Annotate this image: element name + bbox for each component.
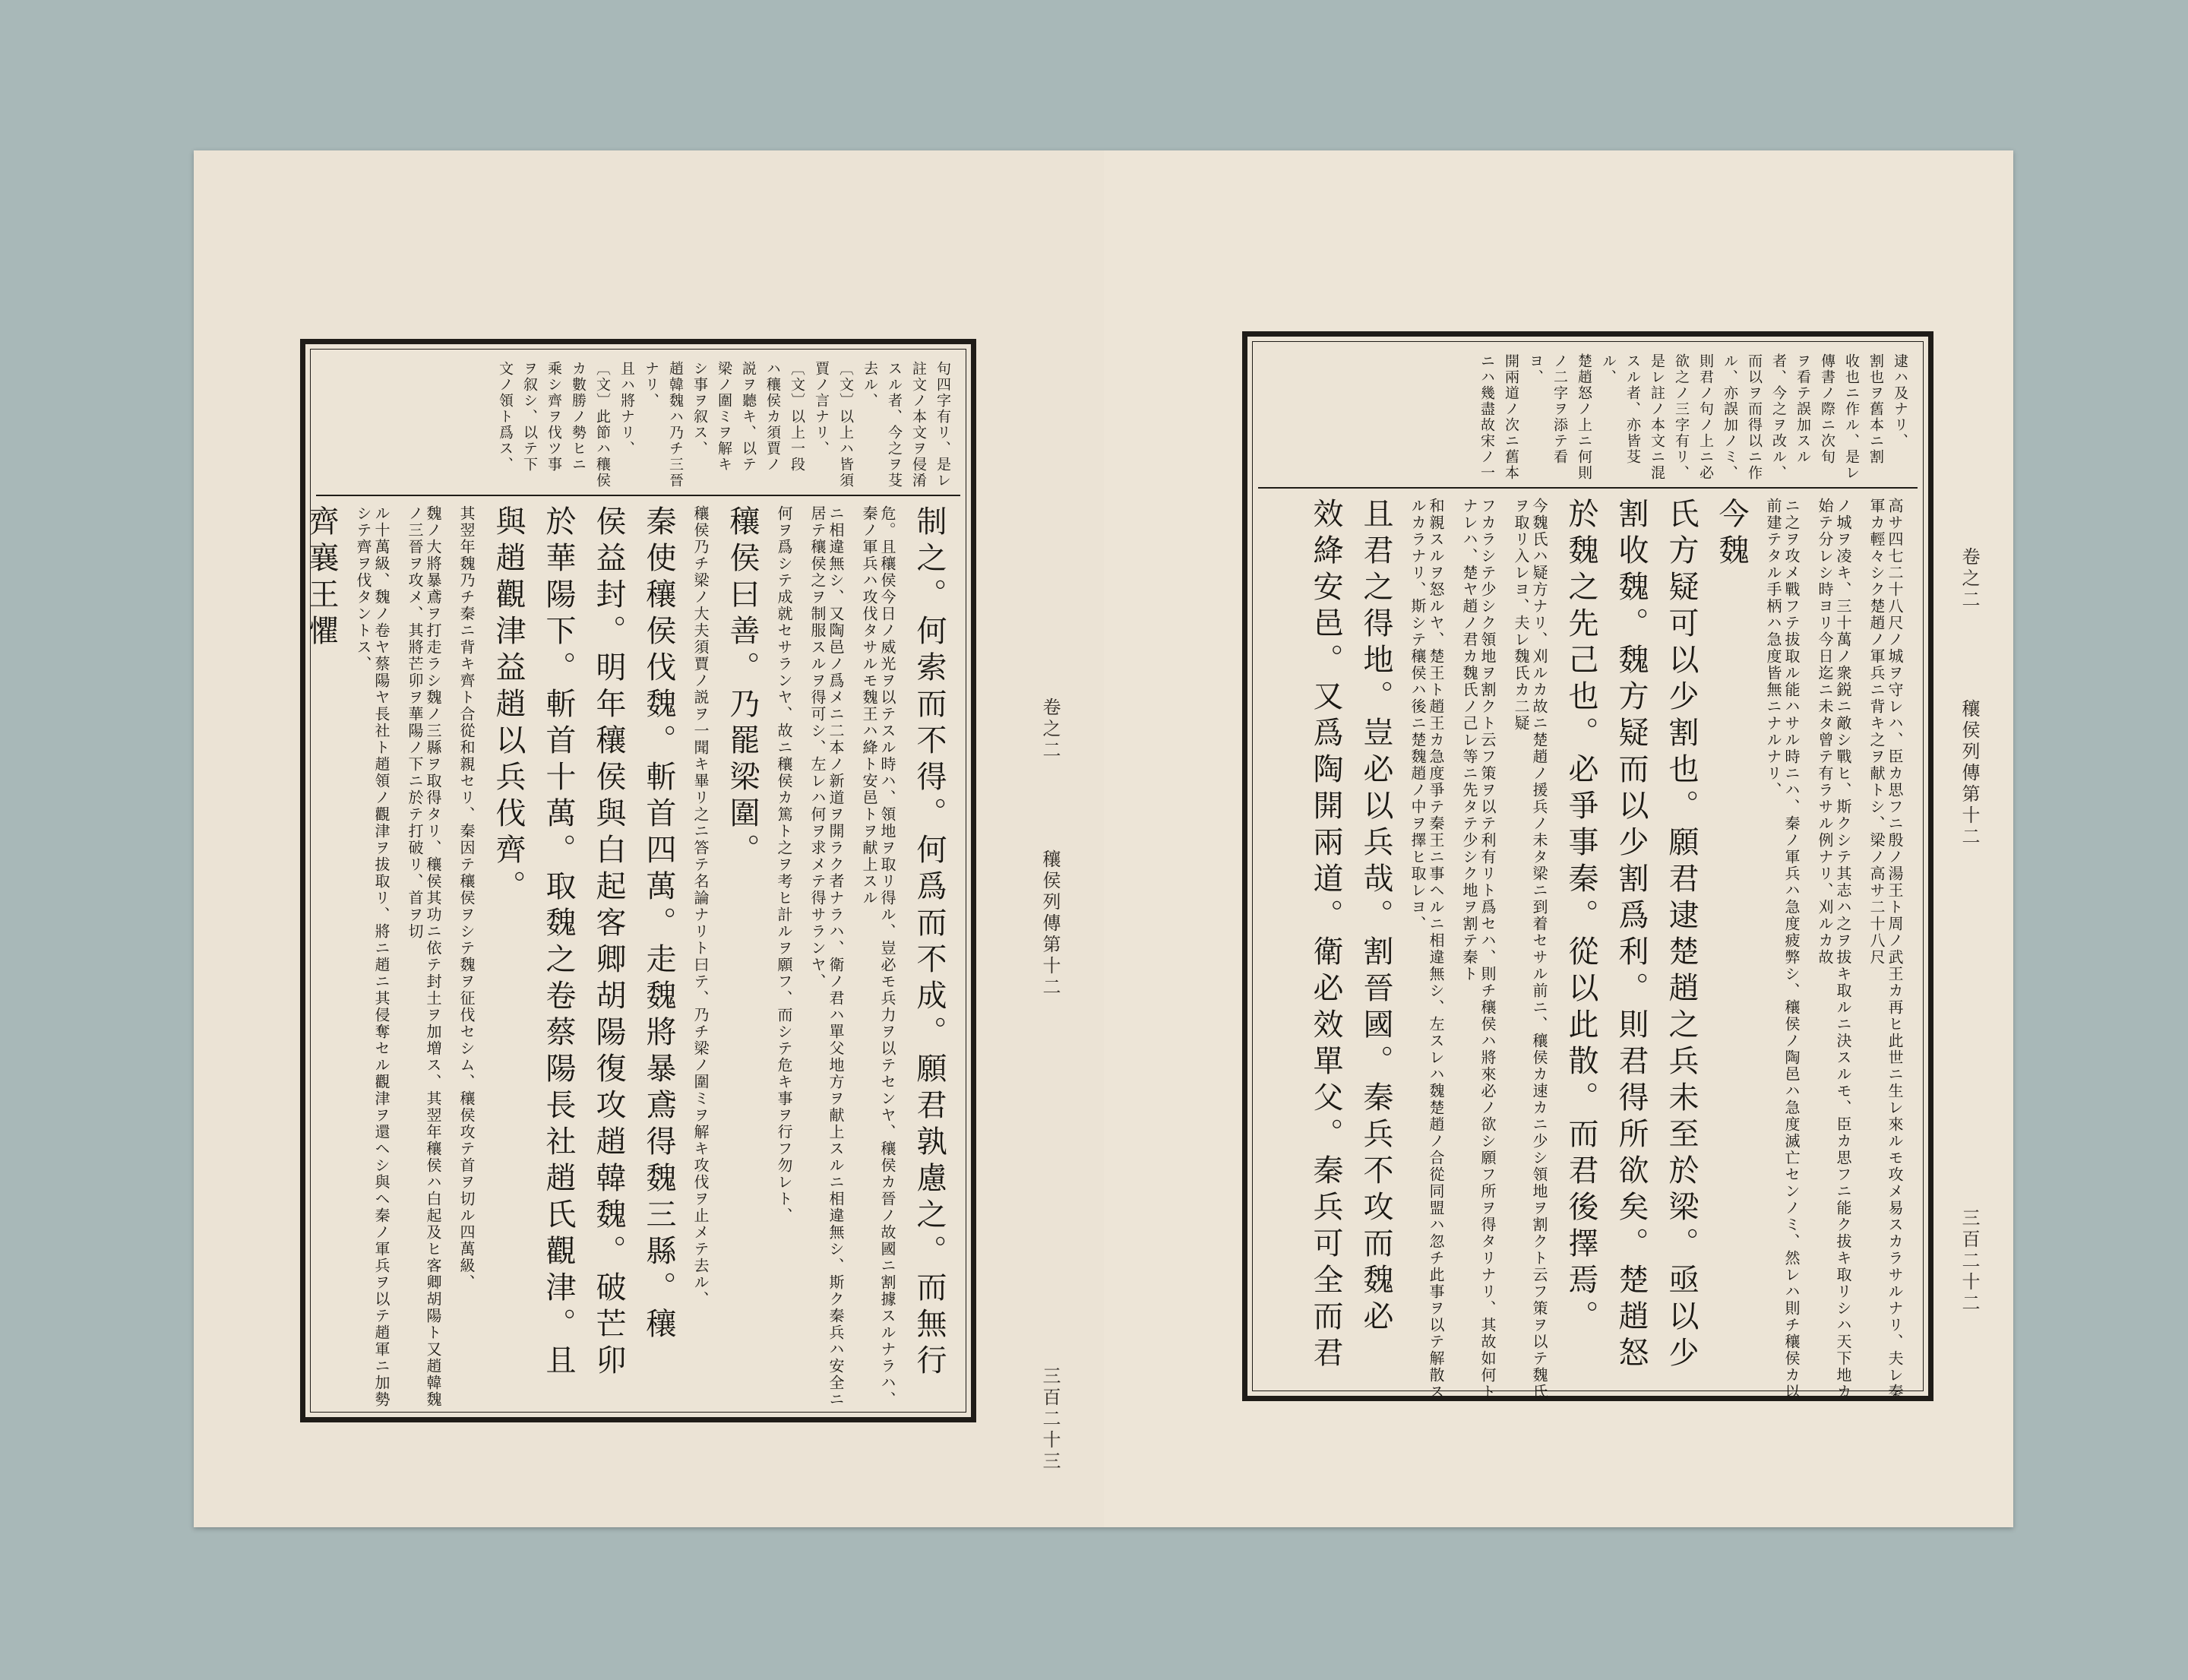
annotation-column: 説ヲ聽キ、以テ [740,361,757,473]
main-text-column: 齊襄王懼 [304,505,339,651]
commentary-column: 今魏氏ハ疑方ナリ、刈ルカ故ニ楚趙ノ援兵ノ未タ梁ニ到着セサル前ニ、穰侯カ速カニ少シ領地ヲ割クト云フ策ヲ以テ魏氏ヲ取リ入レヨ、夫レ魏氏カ二疑 [1512,498,1548,1400]
main-text-column: 於華陽下。斬首十萬。取魏之卷蔡陽長社趙氏觀津。且 [541,505,576,1381]
main-text-column: 與趙觀津益趙以兵伐齊。 [491,505,526,906]
commentary-column: 魏ノ大將暴鳶ヲ打走ラシ魏ノ三縣ヲ取得タリ、穰侯其功ニ依テ封土ヲ加増ス、其翌年穰侯ハ白起及ヒ客卿胡陽ト又趙韓魏ノ三晉ヲ攻メ、其將芒卯ヲ華陽ノ下ニ於テ打破リ、首ヲ切 [406,505,442,1408]
annotation-column: 而以ヲ而得以ニ作 [1746,353,1763,481]
annotation-column: 〔文〕以上ハ皆須 [837,361,854,489]
annotation-column: 賈ノ言ナリ、 [813,361,830,457]
left-margin-page-number: 三百二十三 [1039,1366,1061,1473]
main-text-column: 於魏之先己也。必爭事秦。從以此散。而君後擇焉。 [1564,498,1598,1337]
annotation-column: 收也ニ作ル、是レ [1843,353,1860,481]
right-text-frame [1242,331,1933,1401]
commentary-column: ル十萬級、魏ノ卷ヤ蔡陽ヤ長社ト趙領ノ觀津ヲ拔取リ、將ニ趙ニ其侵奪セル觀津ヲ還ヘシ與ヘ秦ノ軍兵ヲ以テ趙軍ニ加勢シテ齊ヲ伐タントス、 [354,505,390,1408]
main-text-column: 今魏 [1714,498,1749,571]
left-margin-chapter: 穰侯列傳第十二 [1039,849,1061,998]
main-text-column: 秦使穰侯伐魏。斬首四萬。走魏將暴鳶得魏三縣。穰 [641,505,676,1344]
commentary-column: 危。且穰侯今日ノ威光ヲ以テスル時ハ、領地ヲ取リ得ル、豈必モ兵力ヲ以テセンヤ、穰侯カ晉ノ故國ニ割據スルナラハ、秦ノ軍兵ハ攻伐タサルモ魏王ハ絳ト安邑トヲ献上スル [860,505,896,1408]
annotation-column: 乘シ齊ヲ伐ツ事 [545,361,562,473]
annotation-column: 者、今之ヲ改ル、 [1770,353,1787,481]
left-body-area [304,496,960,1408]
commentary-column: ノ城ヲ凌キ、三十萬ノ衆鋭ニ敵シ戰ヒ、斯クシテ其志ハ之ヲ拔キ取ルニ決スルモ、臣カ思フニ能ク拔キ取リシハ天下地カ始テ分レシ時ヨリ今日迄ニ未タ曾テ有ラサル例ナリ、刈ルカ故 [1816,498,1852,1400]
left-text-frame [300,339,976,1422]
main-text-column: 穰侯曰善。乃罷梁圍。 [725,505,760,870]
commentary-column: フカラシテ少シク領地ヲ割クト云フ策ヲ以テ利有リト爲セハ、則チ穰侯ハ將來必ノ欲シ願フ所ヲ得タリナリ、其故如何トナレハ、楚ヤ趙ノ君カ魏氏ノ己レ等ニ先タテ少シク地ヲ割テ秦ト [1460,498,1497,1400]
annotation-column: 逮ハ及ナリ、 [1892,353,1908,449]
left-annotation-area [316,355,960,496]
annotation-column: 楚趙怒ノ上ニ何則 [1576,353,1592,481]
annotation-column: 〔文〕此節ハ穰侯 [594,361,611,489]
commentary-column: 穰侯乃チ梁ノ大夫須賈ノ説ヲ一聞キ畢リ之ニ答テ名論ナリト曰テ、乃チ梁ノ圍ミヲ解キ攻伐ヲ止メテ去ル、 [691,505,710,1308]
annotation-column: ヲ看テ誤加スル [1794,353,1811,465]
annotation-column: 註文ノ本文ヲ侵淆 [910,361,927,489]
annotation-column: 〔文〕以上一段 [789,361,805,473]
annotation-column: 趙韓魏ハ乃チ三晉 [667,361,684,489]
left-margin-volume: 卷之二 [1039,698,1061,761]
main-text-column: 氏方疑可以少割也。願君逮楚趙之兵未至於梁。亟以少 [1664,498,1699,1373]
right-margin-chapter: 穰侯列傳第十二 [1959,699,1980,848]
annotation-column: 開兩道ノ次ニ舊本 [1503,353,1519,481]
commentary-column: 何ヲ爲シテ成就セサランヤ、故ニ穰侯カ篤ト之ヲ考ヒ計ルヲ願フ、而シテ危キ事ヲ行フ勿レト、 [775,505,793,1224]
annotation-column: 割也ヲ舊本ニ割 [1867,353,1884,465]
annotation-column: ル、 [1600,353,1617,385]
main-text-column: 割收魏。魏方疑而以少割爲利。則君得所欲矣。楚趙怒 [1614,498,1649,1373]
annotation-column: 欲之ノ三字有リ、 [1673,353,1690,481]
right-margin-volume: 卷之二 [1959,547,1980,611]
right-annotation-area [1258,347,1918,489]
main-text-column: 且君之得地。豈必以兵哉。割晉國。秦兵不攻而魏必 [1358,498,1393,1337]
main-text-column: 制之。何索而不得。何爲而不成。願君孰慮之。而無行 [912,505,947,1381]
commentary-column: ニ之ヲ攻メ戰フテ拔取ル能ハサル時ニハ、秦ノ軍兵ハ急度疲弊シ、穰侯ノ陶邑ハ急度滅亡センノミ、然レハ則チ穰侯カ以前建テタル手柄ハ急度皆無ニナルナリ、 [1764,498,1801,1400]
commentary-column: 高サ四七二十八尺ノ城ヲ守レハ、臣カ思フニ殷ノ湯王ト周ノ武王カ再ヒ此世ニ生レ來ルモ攻メ易スカラサルナリ、夫レ秦軍カ輕々シク楚趙ノ軍兵ニ背キ之ヲ献トシ、梁ノ高サ二十八尺 [1867,498,1904,1400]
annotation-column: 文ノ領ト爲ス、 [497,361,514,473]
commentary-column: 其翌年魏乃チ秦ニ背キ齊ト合從和親セリ、秦因テ穰侯ヲシテ魏ヲ征伐セシム、穰侯攻テ首ヲ切ル四萬級、 [457,505,476,1291]
annotation-column: 梁ノ圍ミヲ解キ [716,361,732,473]
annotation-column: 是レ註ノ本文ニ混 [1649,353,1665,481]
left-page [194,150,1105,1527]
annotation-column: 句四字有リ、是レ [934,361,951,489]
right-margin-page-number: 三百二十二 [1959,1208,1980,1315]
annotation-column: カ數勝ノ勢ヒニ [570,361,587,473]
commentary-column: ニ相違無シ、又陶邑ノ爲メニ二本ノ新道ヲ開ラク者ナラハ、衛ノ君ハ單父地方ヲ献上スルニ相違無シ、斯ク秦兵ハ安全ニ居テ穰侯之ヲ制服スルヲ得可シ、左レハ何ヲ求メテ得サランヤ、 [808,505,845,1408]
annotation-column: ヨ、 [1527,353,1544,385]
commentary-column: 和親スルヲ怒ルヤ、楚王ト趙王カ急度爭テ秦王ニ事ヘルニ相違無シ、左スレハ魏楚趙ノ合從同盟ハ忽チ此事ヲ以テ解散スルカラナリ、斯シテ穰侯ハ後ニ楚魏趙ノ中ヲ擇ヒ取レヨ、 [1409,498,1445,1400]
right-body-area [1258,489,1918,1400]
annotation-column: 則君ノ句ノ上ニ必 [1697,353,1714,481]
annotation-column: ニハ幾盡故宋ノ一 [1478,353,1495,481]
annotation-column: スル者、亦皆芟 [1624,353,1641,465]
main-text-column: 侯益封。明年穰侯與白起客卿胡陽復攻趙韓魏。破芒卯 [591,505,626,1381]
annotation-column: ヲ叙シ、以テ下 [521,361,538,473]
annotation-column: 且ハ將ナリ、 [618,361,635,457]
annotation-column: 傳書ノ際ニ次旬 [1819,353,1835,465]
annotation-column: スル者、今之ヲ芟 [886,361,903,489]
main-text-column: 效絳安邑。又爲陶開兩道。衛必效單父。秦兵可全而君 [1308,498,1343,1373]
annotation-column: ノ二字ヲ添テ看 [1551,353,1568,465]
annotation-column: 去ル、 [862,361,878,409]
annotation-column: シ事ヲ叙ス、 [691,361,708,457]
annotation-column: ル、亦誤加ノミ、 [1722,353,1738,481]
annotation-column: ハ穰侯カ須賈ノ [764,361,781,473]
annotation-column: ナリ、 [643,361,659,409]
